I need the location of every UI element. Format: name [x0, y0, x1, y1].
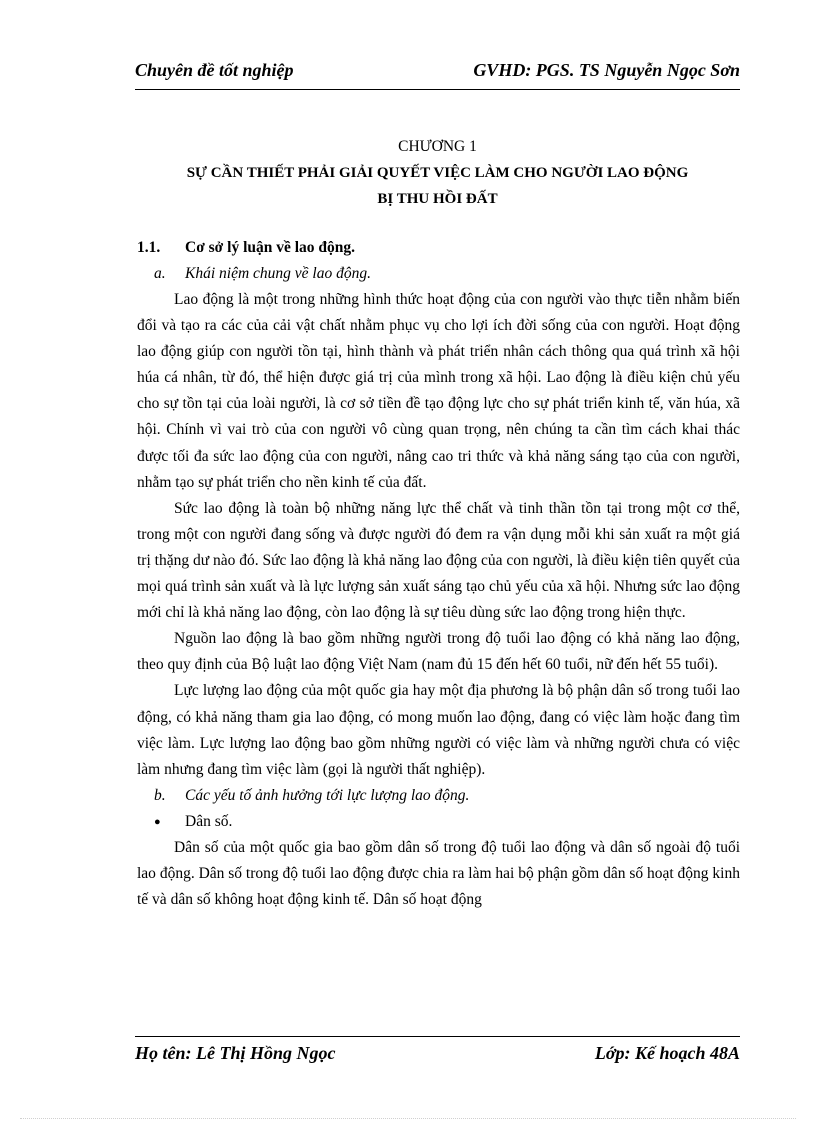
paragraph: Nguồn lao động là bao gồm những người trong độ tuổi lao động có khả năng lao động, theo quy định của Bộ luật lao động Việt Nam (nam đủ 15 đến hết 60 tuổi, nữ đến hết 55 tuổi). — [137, 630, 740, 674]
subsection-b-heading — [137, 783, 740, 809]
subsection-b-title: Các yếu tố ảnh hưởng tới lực lượng lao động. — [185, 786, 470, 804]
subsection-b-letter: b. — [154, 786, 166, 804]
header-rule — [135, 89, 740, 90]
bullet-item — [137, 809, 740, 835]
chapter-title-line-1: SỰ CẦN THIẾT PHẢI GIẢI QUYẾT VIỆC LÀM CHO NGƯỜI LAO ĐỘNG — [186, 165, 689, 181]
page-header — [135, 60, 740, 86]
chapter-heading — [135, 134, 740, 212]
paragraph: Sức lao động là toàn bộ những năng lực thể chất và tinh thần tồn tại trong một cơ thể, trong một con người đang sống và được người đó đem ra vận dụng mỗi khi sản xuất ra một giá trị thặng dư nào đó. Sức lao động là khả năng lao động của con người, là điều kiện tiên quyết của mọi quá trình sản xuất và là lực lượng sản xuất sáng tạo chủ yếu của xã hội. Nhưng sức lao động mới chỉ là khả năng lao động, còn lao động là sự tiêu dùng sức lao động trong hiện thực. — [137, 499, 740, 622]
header-advisor: GVHD: PGS. TS Nguyễn Ngọc Sơn — [473, 60, 740, 80]
subsection-a-heading — [137, 261, 740, 287]
paragraph: Lực lượng lao động của một quốc gia hay một địa phương là bộ phận dân số trong tuổi lao động, có khả năng tham gia lao động, có mong muốn lao động, đang có việc làm hoặc đang tìm việc làm. Lực lượng lao động bao gồm những người có việc làm và những người chưa có việc làm nhưng đang tìm việc làm (gọi là người thất nghiệp). — [137, 682, 740, 778]
subsection-a-letter: a. — [154, 265, 166, 282]
bullet-dot-icon: ● — [154, 815, 161, 828]
body-text — [137, 235, 740, 913]
section-title: Cơ sở lý luận về lao động. — [185, 239, 356, 256]
page-footer — [135, 1043, 740, 1069]
footer-author: Họ tên: Lê Thị Hồng Ngọc — [135, 1043, 336, 1063]
section-heading — [137, 235, 740, 261]
paragraph: Dân số của một quốc gia bao gồm dân số trong độ tuổi lao động và dân số ngoài độ tuổi lao động. Dân số trong độ tuổi lao động được chia ra làm hai bộ phận gồm dân số hoạt động kinh tế và dân số không hoạt động kinh tế. Dân số hoạt động — [137, 838, 740, 908]
bullet-text: Dân số. — [185, 812, 233, 830]
footer-class: Lớp: Kế hoạch 48A — [594, 1043, 740, 1063]
footer-rule — [135, 1036, 740, 1037]
section-number: 1.1. — [137, 239, 161, 256]
header-thesis-label: Chuyên đề tốt nghiệp — [135, 60, 294, 80]
subsection-a-title: Khái niệm chung về lao động. — [185, 265, 371, 282]
paragraph: Lao động là một trong những hình thức hoạt động của con người vào thực tiễn nhằm biến đổi và tạo ra các của cải vật chất nhằm phục vụ cho lợi ích đời sống của con người. Hoạt động lao động giúp con người tồn tại, hình thành và phát triển nhân cách thông qua quá trình xã hội húa cá nhân, từ đó, thể hiện được giá trị của mình trong xã hội. Lao động là điều kiện chủ yếu cho sự tồn tại của loài người, là cơ sở tiền đề tạo động lực cho sự phát triển kinh tế, văn húa, xã hội. Chính vì vai trò của con người vô cùng quan trọng, nên chúng ta cần tìm cách khai thác được tối đa sức lao động của con người, nâng cao tri thức và khả năng sáng tạo của con người, nhằm tạo sự phát triển cho nền kinh tế của đất. — [137, 291, 740, 491]
chapter-label: CHƯƠNG 1 — [398, 138, 477, 155]
chapter-title-line-2: BỊ THU HỒI ĐẤT — [377, 191, 498, 207]
page-edge-divider — [20, 1118, 796, 1119]
